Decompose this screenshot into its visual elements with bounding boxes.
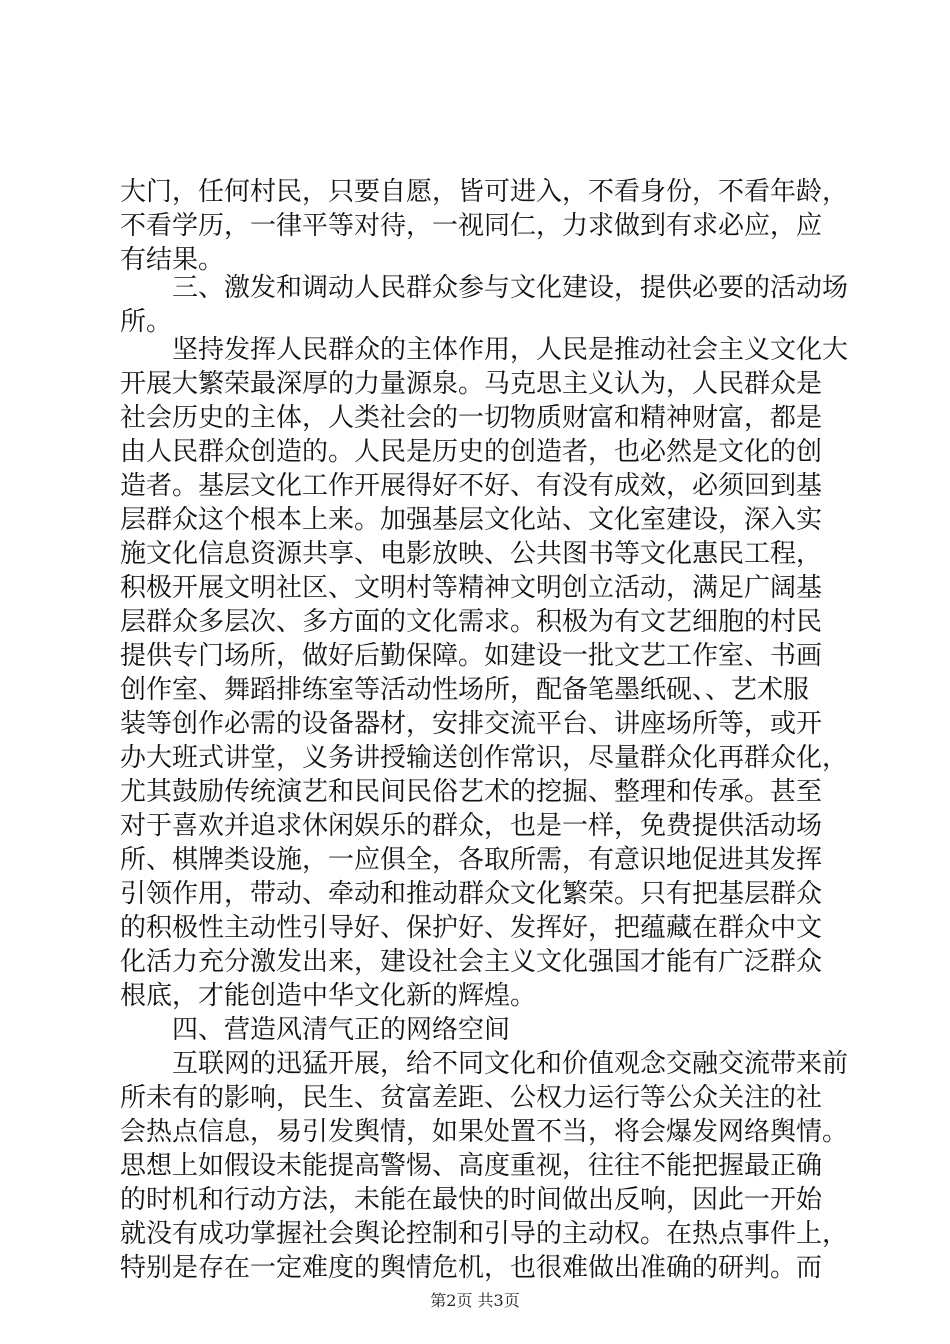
- text-line: 层群众这个根本上来。加强基层文化站、文化室建设，深入实: [120, 505, 823, 535]
- text-line: 就没有成功掌握社会舆论控制和引导的主动权。在热点事件上，: [120, 1219, 849, 1249]
- text-line: 的时机和行动方法，未能在最快的时间做出反响，因此一开始: [120, 1185, 823, 1215]
- text-line: 层群众多层次、多方面的文化需求。积极为有文艺细胞的村民: [120, 607, 823, 637]
- text-line: 不看学历，一律平等对待，一视同仁，力求做到有求必应，应: [120, 211, 823, 241]
- text-line: 会热点信息，易引发舆情，如果处置不当，将会爆发网络舆情。: [120, 1117, 849, 1147]
- text-line: 所未有的影响，民生、贫富差距、公权力运行等公众关注的社: [120, 1083, 823, 1113]
- text-line: 由人民群众创造的。人民是历史的创造者，也必然是文化的创: [120, 437, 823, 467]
- text-line: 尤其鼓励传统演艺和民间民俗艺术的挖掘、整理和传承。甚至: [120, 777, 823, 807]
- text-line: 所、棋牌类设施，一应俱全，各取所需，有意识地促进其发挥: [120, 845, 823, 875]
- text-line: 办大班式讲堂，义务讲授输送创作常识，尽量群众化再群众化，: [120, 743, 849, 773]
- text-line: 思想上如假设未能提高警惕、高度重视，往往不能把握最正确: [120, 1151, 823, 1181]
- text-line: 对于喜欢并追求休闲娱乐的群众，也是一样，免费提供活动场: [120, 811, 823, 841]
- text-line: 提供专门场所，做好后勤保障。如建设一批文艺工作室、书画: [120, 641, 823, 671]
- paragraph-start: 互联网的迅猛开展，给不同文化和价值观念交融交流带来前: [172, 1049, 849, 1079]
- section-heading: 四、营造风清气正的网络空间: [172, 1015, 511, 1045]
- text-line: 特别是存在一定难度的舆情危机，也很难做出准确的研判。而: [120, 1253, 823, 1283]
- text-line: 有结果。: [120, 245, 225, 275]
- paragraph-start: 坚持发挥人民群众的主体作用，人民是推动社会主义文化大: [172, 335, 849, 365]
- text-line: 根底，才能创造中华文化新的辉煌。: [120, 981, 537, 1011]
- text-line: 开展大繁荣最深厚的力量源泉。马克思主义认为，人民群众是: [120, 369, 823, 399]
- text-line: 装等创作必需的设备器材，安排交流平台、讲座场所等，或开: [120, 709, 823, 739]
- text-line: 积极开展文明社区、文明村等精神文明创立活动，满足广阔基: [120, 573, 823, 603]
- text-line: 的积极性主动性引导好、保护好、发挥好，把蕴藏在群众中文: [120, 913, 823, 943]
- section-heading: 三、激发和调动人民群众参与文化建设，提供必要的活动场: [172, 273, 849, 303]
- text-line: 引领作用，带动、牵动和推动群众文化繁荣。只有把基层群众: [120, 879, 823, 909]
- text-line: 造者。基层文化工作开展得好不好、有没有成效，必须回到基: [120, 471, 823, 501]
- section-heading-cont: 所。: [120, 307, 173, 337]
- page-footer: 第2页 共3页: [430, 1291, 520, 1310]
- text-line: 创作室、舞蹈排练室等活动性场所，配备笔墨纸砚、、艺术服: [120, 675, 810, 705]
- text-line: 大门，任何村民，只要自愿，皆可进入，不看身份，不看年龄，: [120, 177, 849, 207]
- text-line: 社会历史的主体，人类社会的一切物质财富和精神财富，都是: [120, 403, 823, 433]
- text-line: 化活力充分激发出来，建设社会主义文化强国才能有广泛群众: [120, 947, 823, 977]
- text-line: 施文化信息资源共享、电影放映、公共图书等文化惠民工程，: [120, 539, 823, 569]
